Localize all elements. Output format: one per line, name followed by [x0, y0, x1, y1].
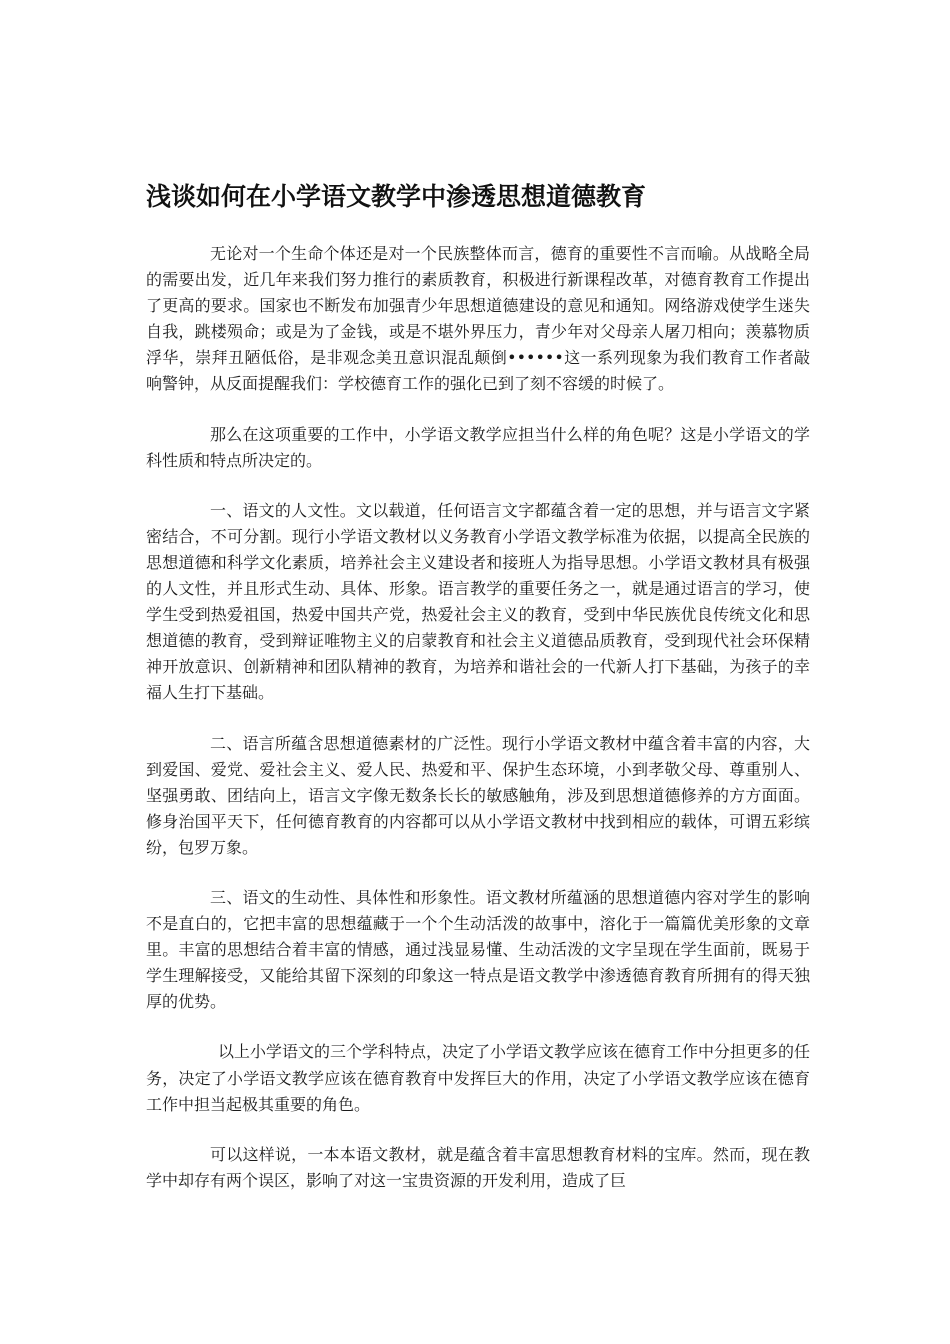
paragraph-point-three: 三、语文的生动性、具体性和形象性。语文教材所蕴涵的思想道德内容对学生的影响不是直白的，它把丰富的思想蕴藏于一个个生动活泼的故事中，溶化于一篇篇优美形象的文章里。丰富的思想结合着丰富的情感，通过浅显易懂、生动活泼的文字呈现在学生面前，既易于学生理解接受，又能给其留下深刻的印象这一特点是语文教学中渗透德育教育所拥有的得天独厚的优势。 [146, 887, 810, 1012]
document-body [146, 241, 810, 1218]
paragraph-intro: 无论对一个生命个体还是对一个民族整体而言，德育的重要性不言而喻。从战略全局的需要出发，近几年来我们努力推行的素质教育，积极进行新课程改革，对德育教育工作提出了更高的要求。国家也不断发布加强青少年思想道德建设的意见和通知。网络游戏使学生迷失自我，跳楼殒命；或是为了金钱，或是不堪外界压力，青少年对父母亲人屠刀相向；羡慕物质浮华，崇拜丑陋低俗，是非观念美丑意识混乱颠倒••••••这一系列现象为我们教育工作者敲响警钟，从反面提醒我们：学校德育工作的强化已到了刻不容缓的时候了。 [146, 244, 810, 394]
paragraph-point-one: 一、语文的人文性。文以载道，任何语言文字都蕴含着一定的思想，并与语言文字紧密结合，不可分割。现行小学语文教材以义务教育小学语文教学标准为依据，以提高全民族的思想道德和科学文化素质，培养社会主义建设者和接班人为指导思想。小学语文教材具有极强的人文性，并且形式生动、具体、形象。语言教学的重要任务之一，就是通过语言的学习，使学生受到热爱祖国，热爱中国共产党，热爱社会主义的教育，受到中华民族优良传统文化和思想道德的教育，受到辩证唯物主义的启蒙教育和社会主义道德品质教育，受到现代社会环保精神开放意识、创新精神和团队精神的教育，为培养和谐社会的一代新人打下基础，为孩子的幸福人生打下基础。 [146, 500, 810, 703]
paragraph-summary: 以上小学语文的三个学科特点，决定了小学语文教学应该在德育工作中分担更多的任务，决定了小学语文教学应该在德育教育中发挥巨大的作用，决定了小学语文教学应该在德育工作中担当起极其重要的角色。 [146, 1042, 811, 1114]
paragraph-treasury: 可以这样说，一本本语文教材，就是蕴含着丰富思想教育材料的宝库。然而，现在教学中却存有两个误区，影响了对这一宝贵资源的开发利用，造成了巨 [146, 1144, 810, 1190]
document-title: 浅谈如何在小学语文教学中渗透思想道德教育 [146, 182, 647, 211]
paragraph-role-question: 那么在这项重要的工作中，小学语文教学应担当什么样的角色呢？这是小学语文的学科性质和特点所决定的。 [146, 424, 810, 470]
paragraph-point-two: 二、语言所蕴含思想道德素材的广泛性。现行小学语文教材中蕴含着丰富的内容，大到爱国、爱党、爱社会主义、爱人民、热爱和平、保护生态环境，小到孝敬父母、尊重别人、坚强勇敢、团结向上，语言文字像无数条长长的敏感触角，涉及到思想道德修养的方方面面。修身治国平天下，任何德育教育的内容都可以从小学语文教材中找到相应的载体，可谓五彩缤纷，包罗万象。 [146, 733, 810, 857]
